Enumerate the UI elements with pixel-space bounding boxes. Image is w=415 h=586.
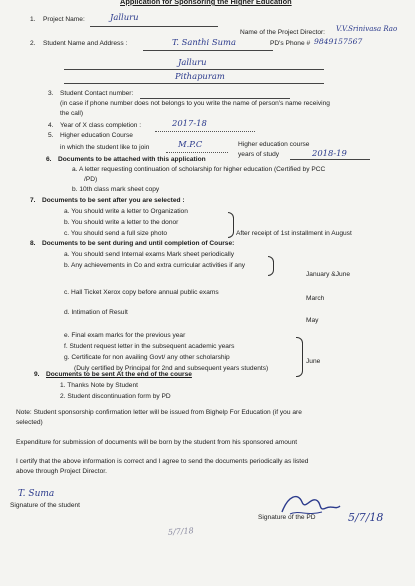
student-name-value: T. Santhi Suma <box>172 37 236 47</box>
course-value: M.P.C <box>178 139 203 149</box>
pd-signature-label: Signature of the PD <box>258 514 316 521</box>
student-signature: T. Suma <box>18 489 55 499</box>
item-number-2: 2. <box>30 40 36 47</box>
note-confirmation-cont: selected) <box>16 419 43 426</box>
end-2: 2. Student discontinuation form by PD <box>60 393 171 400</box>
address-value-2: Pithapuram <box>175 71 225 81</box>
docs-during-heading: Documents to be sent during and until completion of Course: <box>42 240 235 247</box>
doc-a-cont: /PD) <box>84 176 98 183</box>
during-c-note: March <box>306 295 325 302</box>
project-name-label: Project Name: <box>43 16 85 23</box>
doc-a: a. A letter requesting continuation of scholarship for higher education (Certified by PCC <box>72 166 326 173</box>
during-f: f. Student request letter in the subsequent academic years <box>64 343 235 350</box>
during-e: e. Final exam marks for the previous year <box>64 332 186 339</box>
pd-phone-label: PD's Phone # <box>270 40 311 47</box>
item-number-8: 8. <box>30 240 36 247</box>
item-number-1: 1. <box>30 16 36 23</box>
item-number-4: 4. <box>48 122 54 129</box>
student-name-address-label: Student Name and Address : <box>43 40 128 47</box>
brace-during-efg <box>296 337 303 377</box>
project-name-value: Jalluru <box>110 12 139 22</box>
item-number-7: 7. <box>30 197 36 204</box>
contact-note: (in case if phone number does not belongs to you write the name of person's name receiving <box>60 100 330 107</box>
course-years-value: 2018-19 <box>312 148 347 158</box>
page-title: Application for Sponsoring the Higher Education <box>120 0 292 6</box>
note-certify-cont: above through Project Director. <box>16 468 107 475</box>
during-efg-note: June <box>306 358 321 365</box>
end-1: 1. Thanks Note by Student <box>60 382 138 389</box>
docs-end-heading: Documents to be sent At the end of the course <box>46 371 192 378</box>
item-number-3: 3. <box>48 90 54 97</box>
note-confirmation: Note: Student sponsorship confirmation letter will be issued from Bighelp For Education (if you are <box>16 409 302 416</box>
project-director-label: Name of the Project Director: <box>240 29 326 36</box>
x-class-line <box>155 131 255 132</box>
course-label: Higher education Course <box>60 132 133 139</box>
brace-during-ab <box>268 256 274 276</box>
x-class-label: Year of X class completion : <box>60 122 142 129</box>
contact-note-cont: the call) <box>60 110 84 117</box>
course-years-line <box>290 159 370 160</box>
note-certify: I certify that the above information is correct and I agree to send the documents periodically as listed <box>16 458 309 465</box>
during-d-note: May <box>306 317 319 324</box>
after-note: After receipt of 1st installment in August <box>236 230 352 237</box>
after-c: c. You should send a full size photo <box>64 230 168 237</box>
during-a: a. You should send Internal exams Mark sheet periodically <box>64 251 235 258</box>
during-ab-note: January &June <box>306 271 350 278</box>
project-name-line <box>90 26 218 27</box>
course-years-label: Higher education course <box>238 141 310 148</box>
docs-after-heading: Documents to be sent after you are selected : <box>42 197 185 204</box>
during-c: c. Hall Ticket Xerox copy before annual public exams <box>64 289 219 296</box>
address-line-2 <box>64 83 324 84</box>
address-value-1: Jalluru <box>178 57 207 67</box>
docs-attached-heading: Documents to be attached with this application <box>58 156 206 163</box>
student-signature-label: Signature of the student <box>10 502 81 509</box>
pd-phone-value: 9849157567 <box>314 37 363 46</box>
course-line <box>166 152 228 153</box>
brace-after <box>228 212 234 238</box>
after-a: a. You should write a letter to Organization <box>64 208 188 215</box>
student-name-line <box>143 50 273 51</box>
item-number-5: 5. <box>48 132 54 139</box>
during-g-cont: (Duly certified by Principal for 2nd and subsequent years students) <box>74 365 269 372</box>
contact-label: Student Contact number: <box>60 90 134 97</box>
course-join-label: in which the student like to join <box>60 144 150 151</box>
during-b: b. Any achievements in Co and extra curricular activities if any <box>64 262 246 269</box>
address-line-1 <box>64 69 324 70</box>
doc-b: b. 10th class mark sheet copy <box>72 186 160 193</box>
item-number-6: 6. <box>46 156 52 163</box>
during-g: g. Certificate for non availing Govt/ any other scholarship <box>64 354 230 361</box>
contact-line <box>140 98 290 99</box>
after-b: b. You should write a letter to the donor <box>64 219 179 226</box>
during-d: d. Intimation of Result <box>64 309 128 316</box>
item-number-9: 9. <box>34 371 40 378</box>
course-years-label-cont: years of study <box>238 151 280 158</box>
note-expenditure: Expenditure for submission of documents will be born by the student from his sponsored amount <box>16 439 298 446</box>
x-class-value: 2017-18 <box>172 118 207 128</box>
stray-pencil-mark: 5/7/18 <box>167 526 194 537</box>
project-director-value: V.V.Srinivasa Rao <box>336 25 398 33</box>
pd-signature-date: 5/7/18 <box>348 511 384 524</box>
